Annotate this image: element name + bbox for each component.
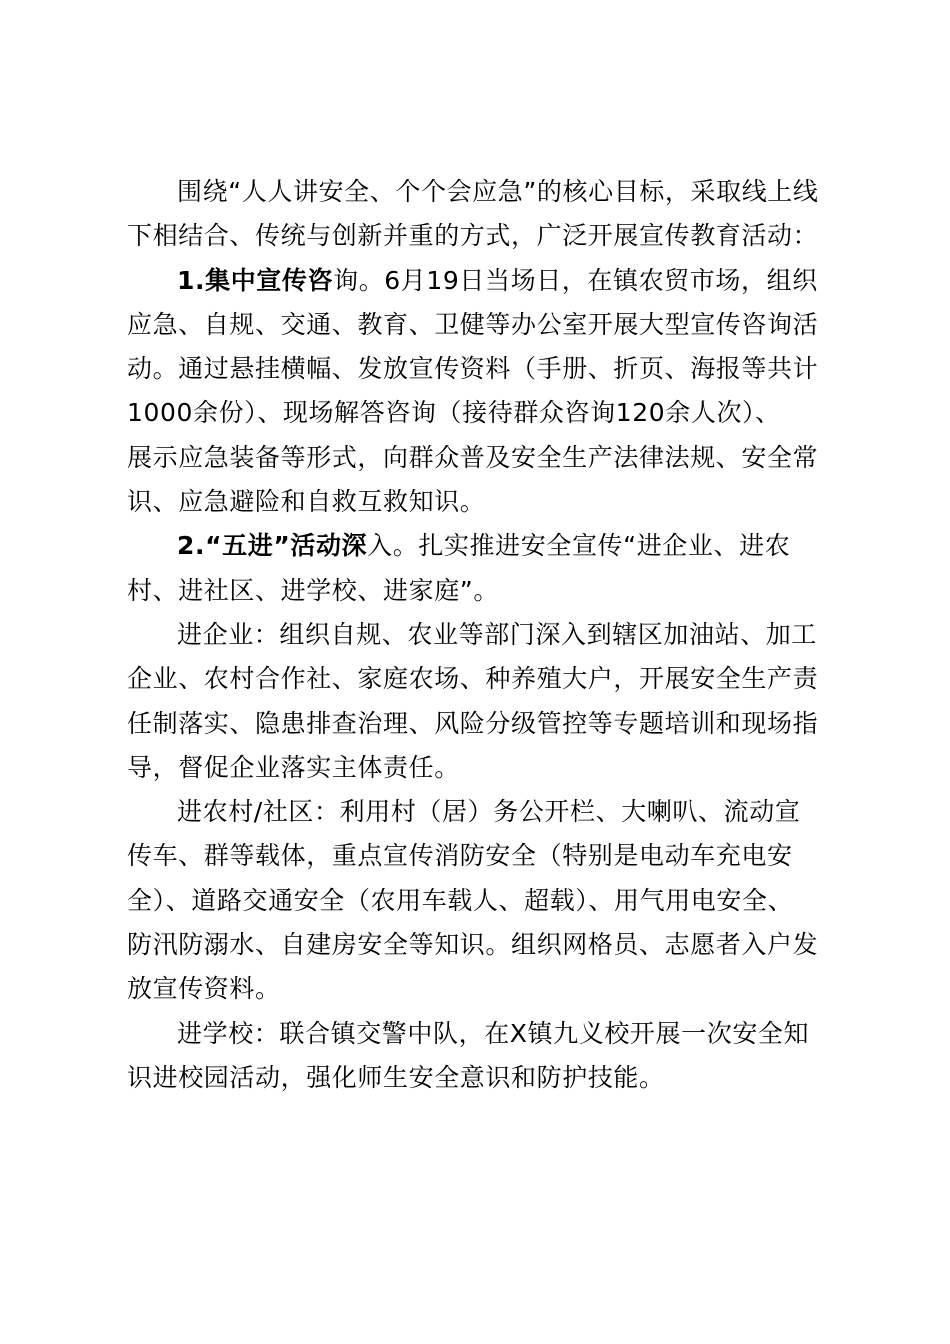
text-line: 识进校园活动，强化师生安全意识和防护技能。 <box>127 1062 665 1092</box>
text-line <box>127 259 827 303</box>
paragraph-school <box>127 1012 827 1101</box>
text-line: 全）、道路交通安全（农用车载人、超载）、用气用电安全、 <box>127 885 794 915</box>
text-line: 村、进社区、进学校、进家庭”。 <box>127 575 499 605</box>
section-heading: 1.集中宣传咨 <box>177 265 334 295</box>
paragraph-item-2 <box>127 524 827 613</box>
text-line: 导，督促企业落实主体责任。 <box>127 752 460 782</box>
text-line: 防汛防溺水、自建房安全等知识。组织网格员、志愿者入户发 <box>127 930 819 960</box>
paragraph-enterprise <box>127 613 827 790</box>
text-line: 任制落实、隐患排查治理、风险分级管控等专题培训和现场指 <box>127 708 819 738</box>
text-line: 进农村/社区：利用村（居）务公开栏、大喇叭、流动宣 <box>177 797 801 827</box>
paragraph-item-1 <box>127 259 827 525</box>
text-line: 放宣传资料。 <box>127 974 281 1004</box>
text-line: 动。通过悬挂横幅、发放宣传资料（手册、折页、海报等共计 <box>127 354 819 384</box>
text-line: 围绕“人人讲安全、个个会应急”的核心目标，采取线上线 <box>177 177 819 206</box>
text-fragment: 询。6月19日当场日，在镇农贸市场，组织 <box>333 265 818 295</box>
section-heading: 2.“五进”活动深 <box>177 531 368 561</box>
text-line: 传车、群等载体，重点宣传消防安全（特别是电动车充电安 <box>127 841 793 871</box>
paragraph-intro <box>127 170 827 259</box>
text-line: 下相结合、传统与创新并重的方式，广泛开展宣传教育活动： <box>127 221 819 251</box>
text-line: 展示应急装备等形式，向群众普及安全生产法律法规、安全常 <box>127 442 819 472</box>
text-line: 应急、自规、交通、教育、卫健等办公室开展大型宣传咨询活 <box>127 309 819 339</box>
text-line: 企业、农村合作社、家庭农场、种养殖大户，开展安全生产责 <box>127 664 819 694</box>
text-line: 进学校：联合镇交警中队，在X镇九义校开展一次安全知 <box>177 1018 810 1048</box>
text-line <box>127 524 827 568</box>
text-line: 进企业：组织自规、农业等部门深入到辖区加油站、加工 <box>177 619 818 649</box>
text-fragment: 入。扎实推进安全宣传“进企业、进农 <box>367 531 791 561</box>
paragraph-village <box>127 790 827 1011</box>
text-line: 识、应急避险和自救互救知识。 <box>127 487 486 517</box>
text-line: 1000余份）、现场解答咨询（接待群众咨询120余人次）、 <box>127 398 781 428</box>
document-body <box>127 170 827 1100</box>
